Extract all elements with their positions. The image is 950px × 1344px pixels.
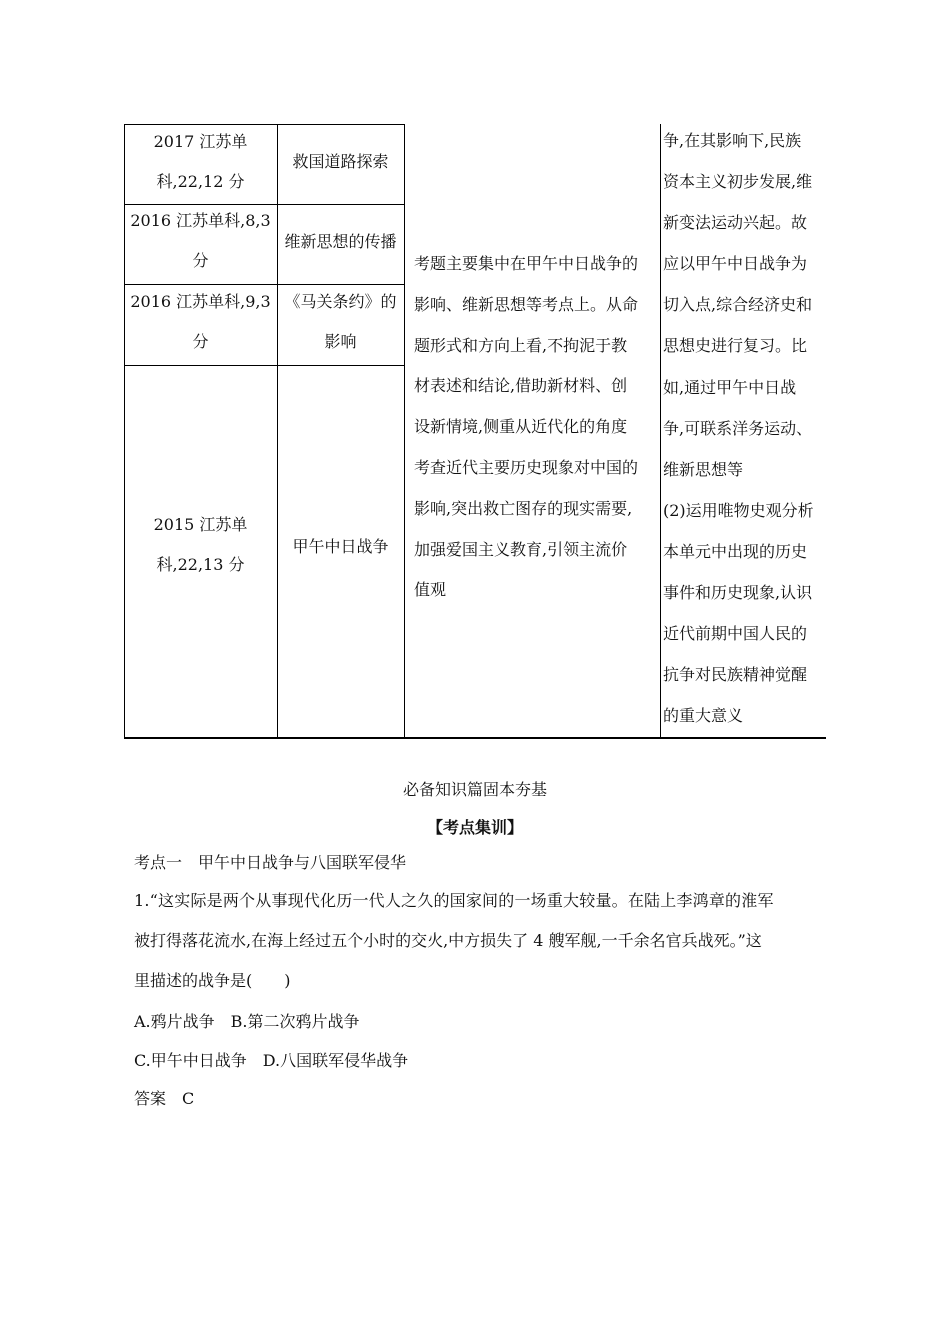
- strategy-line: 事件和历史现象,认识: [663, 583, 813, 603]
- source-line: 2015 江苏单: [153, 515, 248, 534]
- topic-text: 《马关条约》的: [284, 292, 397, 311]
- source-line: 2017 江苏单: [153, 132, 248, 151]
- strategy-line: (2)运用唯物史观分析: [663, 500, 814, 520]
- question-options: A.鸦片战争 B.第二次鸦片战争: [134, 1012, 360, 1031]
- table-cell-analysis: [414, 244, 658, 611]
- question-options: C.甲午中日战争 D.八国联军侵华战争: [134, 1051, 409, 1070]
- topic-text: 维新思想的传播: [284, 232, 397, 251]
- topic-text: 救国道路探索: [292, 152, 389, 171]
- table-cell-strategy: [663, 120, 828, 736]
- source-line: 2016 江苏单科,8,3: [130, 211, 271, 230]
- table-row-rule: [124, 365, 405, 366]
- table-cell-topic: [277, 282, 404, 362]
- table-divider-col1: [277, 124, 278, 738]
- section-title: 必备知识篇固本夯基: [402, 780, 547, 799]
- table-cell-topic: [277, 222, 404, 262]
- table-cell-source: [124, 505, 277, 585]
- table-bottom-rule: [124, 737, 826, 739]
- strategy-line: 争,在其影响下,民族: [663, 131, 802, 150]
- strategy-line: 新变法运动兴起。故: [663, 213, 808, 233]
- strategy-line: 维新思想等: [663, 459, 744, 479]
- strategy-line: 的重大意义: [663, 706, 744, 726]
- analysis-line: 考查近代主要历史现象对中国的: [414, 457, 639, 477]
- analysis-line: 值观: [414, 580, 447, 600]
- source-line: 2016 江苏单科,9,3: [130, 292, 271, 311]
- strategy-line: 近代前期中国人民的: [663, 624, 808, 644]
- source-line: 分: [192, 332, 209, 351]
- analysis-line: 影响,突出救亡图存的现实需要,: [414, 498, 633, 518]
- analysis-line: 题形式和方向上看,不拘泥于教: [414, 335, 628, 355]
- strategy-line: 思想史进行复习。比: [663, 336, 808, 356]
- table-cell-source: [124, 282, 277, 362]
- table-cell-topic: [277, 142, 404, 182]
- strategy-line: 争,可联系洋务运动、: [663, 418, 813, 438]
- strategy-line: 本单元中出现的历史: [663, 541, 808, 561]
- exam-point-heading: 考点一 甲午中日战争与八国联军侵华: [134, 853, 407, 872]
- question-text: 1.“这实际是两个从事现代化历一代人之久的国家间的一场重大较量。在陆上李鸿章的淮军: [134, 891, 774, 910]
- topic-text: 甲午中日战争: [292, 537, 389, 556]
- strategy-line: 如,通过甲午中日战: [663, 377, 797, 397]
- question-text: 被打得落花流水,在海上经过五个小时的交火,中方损失了 4 艘军舰,一千余名官兵战死。”这: [134, 931, 762, 950]
- analysis-line: 加强爱国主义教育,引领主流价: [414, 539, 628, 559]
- strategy-line: 应以甲午中日战争为: [663, 254, 808, 274]
- strategy-line: 切入点,综合经济史和: [663, 295, 813, 315]
- answer-text: 答案 C: [134, 1089, 195, 1108]
- analysis-line: 考题主要集中在甲午中日战争的: [414, 254, 639, 273]
- table-cell-topic: [277, 527, 404, 567]
- table-divider-col3: [660, 124, 661, 738]
- topic-text: 影响: [324, 332, 357, 351]
- analysis-line: 影响、维新思想等考点上。从命: [414, 294, 639, 314]
- source-line: 科,22,12 分: [156, 172, 245, 191]
- question-text: 里描述的战争是( ): [134, 971, 291, 990]
- analysis-line: 材表述和结论,借助新材料、创: [414, 376, 628, 396]
- table-cell-source: [124, 122, 277, 202]
- source-line: 分: [192, 251, 209, 270]
- source-line: 科,22,13 分: [156, 555, 245, 574]
- section-subtitle: 【考点集训】: [426, 818, 523, 837]
- strategy-line: 抗争对民族精神觉醒: [663, 665, 808, 685]
- table-cell-source: [124, 201, 277, 281]
- table-divider-col2: [404, 124, 405, 738]
- strategy-line: 资本主义初步发展,维: [663, 172, 813, 192]
- analysis-line: 设新情境,侧重从近代化的角度: [414, 417, 628, 437]
